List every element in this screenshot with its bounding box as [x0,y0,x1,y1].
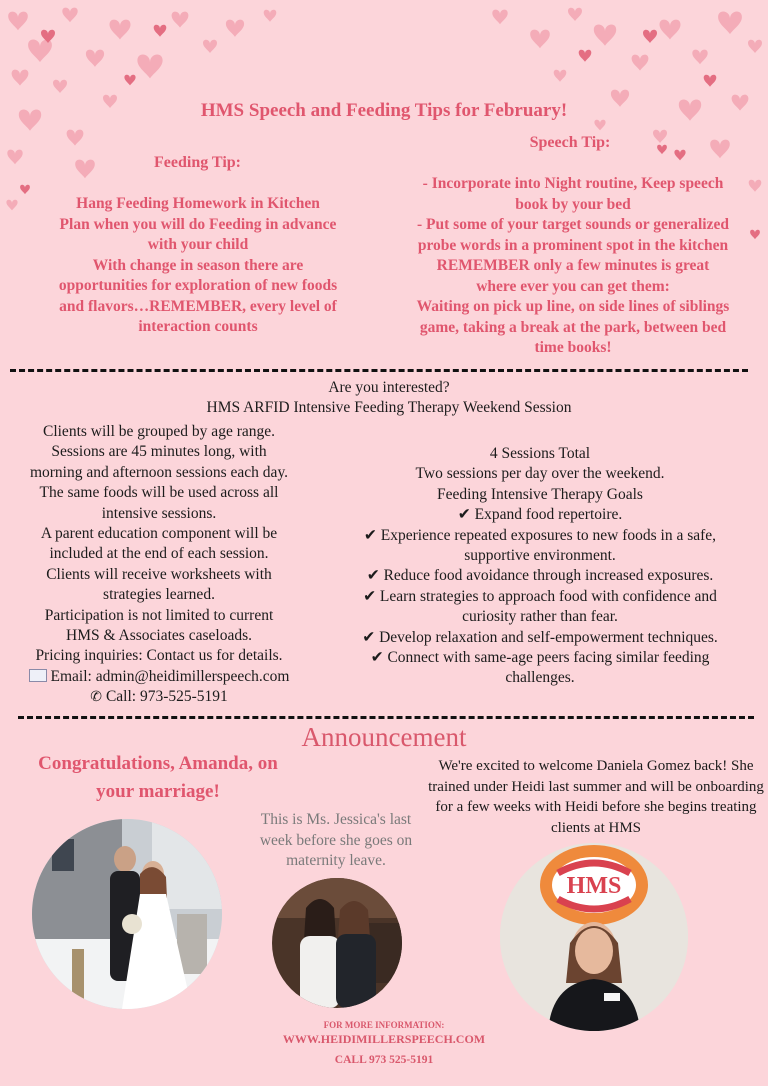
hms-logo-text: HMS [566,873,622,899]
arfid-left-line: morning and afternoon sessions each day. [29,463,289,481]
arfid-right-line: ✔ Develop relaxation and self-empowerment techniques. [362,628,718,646]
speech-line: game, taking a break at the park, between bed [419,318,727,336]
speech-tip-body [398,174,748,359]
arfid-left-line: Clients will receive worksheets with [46,565,272,583]
arfid-right-line: challenges. [505,669,575,687]
email-text: Email: admin@heidimillerspeech.com [50,667,290,685]
speech-tip-heading: Speech Tip: [529,134,611,151]
page-title: HMS Speech and Feeding Tips for February! [200,100,568,121]
feeding-line: interaction counts [138,318,258,335]
arfid-left-line: Participation is not limited to current [44,606,274,624]
envelope-icon [29,669,47,682]
arfid-left-line: Sessions are 45 minutes long, with [51,443,267,461]
feeding-line: Plan when you will do Feeding in advance [59,215,337,233]
feeding-tip-body [38,194,358,338]
footer-website-link[interactable]: WWW.HEIDIMILLERSPEECH.COM [282,1032,486,1046]
arfid-left-line: Clients will be grouped by age range. [42,423,275,440]
daniela-photo [500,843,688,1031]
feeding-line: With change in season there are [92,256,304,274]
daniela-text: We're excited to welcome Daniela Gomez back! She trained under Heidi last summer and will be onboarding for a few weeks with Heidi before she begins treating clients at HMS [428,758,764,836]
arfid-goals [340,444,740,689]
arfid-left-line: A parent education component will be [40,525,278,543]
feeding-line: with your child [147,236,249,253]
arfid-right-line: ✔ Learn strategies to approach food with confidence and [363,587,717,605]
feeding-line: opportunities for exploration of new foods [58,277,338,294]
arfid-header [0,378,768,419]
arfid-right-line: ✔ Reduce food avoidance through increased exposures. [366,567,714,585]
arfid-details [8,422,310,708]
wedding-photo [32,819,222,1009]
call-line[interactable] [8,687,310,707]
email-line[interactable] [8,667,310,687]
arfid-right-line: ✔ Connect with same-age peers facing similar feeding [370,649,710,667]
speech-line: book by your bed [515,195,631,213]
arfid-right-line: 4 Sessions Total [489,445,591,462]
speech-line: probe words in a prominent spot in the kitchen [417,236,729,254]
speech-line: time books! [534,339,612,356]
speech-line: where ever you can get them: [476,277,670,295]
jessica-photo [272,878,402,1008]
arfid-right-line: ✔ Experience repeated exposures to new foods in a safe, [363,526,717,544]
arfid-right-line: ✔ Expand food repertoire. [457,506,623,524]
section-divider [18,716,754,719]
arfid-left-line: strategies learned. [103,586,215,604]
footer-more-info: FOR MORE INFORMATION: [323,1020,445,1030]
congrats-text: Congratulations, Amanda, on your marriage! [38,753,278,802]
phone-icon: ✆ [90,689,102,706]
call-text: Call: 973-525-5191 [105,688,228,706]
feeding-line: Hang Feeding Homework in Kitchen [76,195,320,212]
announcement-title: Announcement [301,722,467,752]
jessica-text: This is Ms. Jessica's last week before she goes on maternity leave. [259,811,413,869]
arfid-left-line: The same foods will be used across all [39,484,279,502]
speech-line: REMEMBER only a few minutes is great [436,257,710,274]
section-divider [10,369,748,372]
arfid-right-line: Feeding Intensive Therapy Goals [437,485,643,503]
feeding-tip-heading: Feeding Tip: [154,154,241,171]
speech-line: - Incorporate into Night routine, Keep speech [422,175,724,192]
arfid-left-line: included at the end of each session. [49,545,269,563]
speech-line: Waiting on pick up line, on side lines of siblings [416,298,730,315]
arfid-right-line: curiosity rather than fear. [462,608,618,626]
arfid-left-line: intensive sessions. [101,504,217,522]
arfid-intro: Are you interested? [328,379,450,396]
arfid-title: HMS ARFID Intensive Feeding Therapy Weekend Session [206,399,572,417]
arfid-right-line: Two sessions per day over the weekend. [415,465,665,483]
footer-call: CALL 973 525-5191 [334,1054,434,1066]
arfid-left-line: Pricing inquiries: Contact us for details. [35,647,283,665]
arfid-left-line: HMS & Associates caseloads. [66,627,252,645]
speech-line: - Put some of your target sounds or generalized [417,216,729,233]
arfid-right-line: supportive environment. [464,547,616,565]
feeding-line: and flavors…REMEMBER, every level of [59,297,337,315]
